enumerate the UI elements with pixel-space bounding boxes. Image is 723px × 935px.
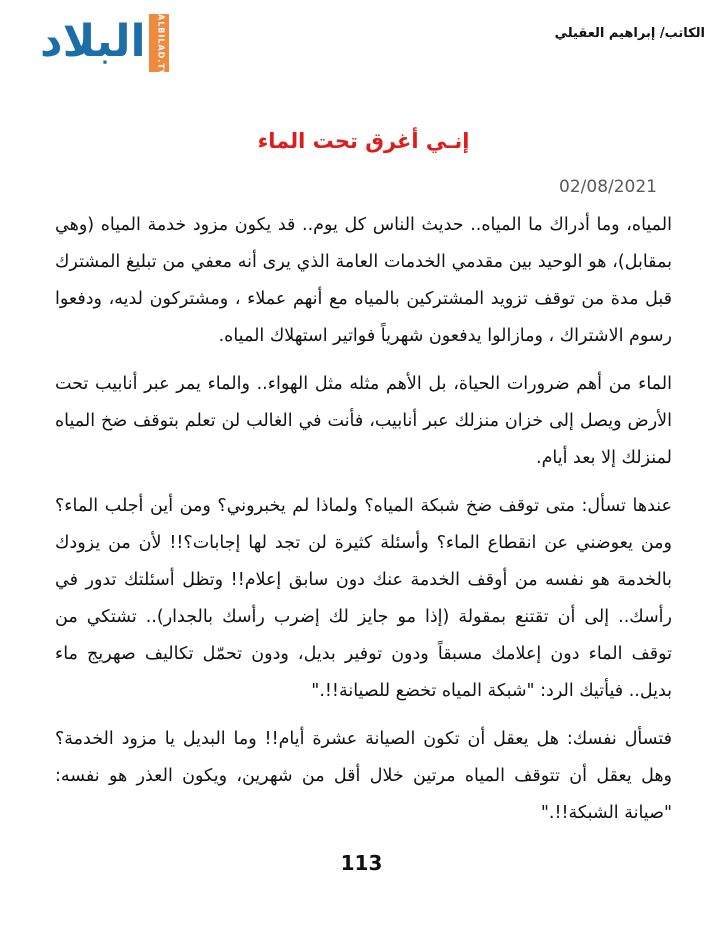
logo-vertical-latin-text: ALBILAD.TV (149, 14, 169, 72)
albilad-logo (40, 12, 169, 77)
author-byline: الكاتب/ إبراهيم العقيلي (554, 26, 705, 41)
page-number: 113 (340, 851, 383, 875)
paragraph-4: فتسأل نفسك: هل يعقل أن تكون الصيانة عشرة أيام!! وما البديل يا مزود الخدمة؟ وهل يعقل أن تتوقف المياه مرتين خلال أقل من شهرين، ويكون العذر هو نفسه: "صيانة الشبكة!!." (55, 729, 672, 823)
logo-arabic-wordmark: البلاد (40, 16, 146, 67)
page-footer (0, 851, 723, 875)
article-date: 02/08/2021 (559, 177, 657, 197)
paragraph-2: الماء من أهم ضرورات الحياة، بل الأهم مثله مثل الهواء.. والماء يمر عبر أنابيب تحت الأرض ويصل إلى خزان منزلك عبر أنابيب، فأنت في الغالب لن تعلم بتوقف ضخ المياه لمنزلك إلا بعد أيام. (55, 374, 672, 468)
paragraph-1: المياه، وما أدراك ما المياه.. حديث الناس كل يوم.. قد يكون مزود خدمة المياه (وهي بمقابل)، هو الوحيد بين مقدمي الخدمات العامة الذي يرى أنه معفي من تبليغ المشترك قبل مدة من توقف تزويد المشتركين بالمياه مع أنهم عملاء ، ومشتركون لديه، ودفعوا رسوم الاشتراك ، ومازالوا يدفعون شهرياً فواتير استهلاك المياه. (55, 215, 672, 346)
article-paragraphs (55, 207, 672, 832)
paragraph-3: عندها تسأل: متى توقف ضخ شبكة المياه؟ ولماذا لم يخبروني؟ ومن أين أجلب الماء؟ ومن يعوضني عن انقطاع الماء؟ وأسئلة كثيرة لن تجد لها إجابات؟!! لأن من يزودك بالخدمة هو نفسه من أوقف الخدمة عنك دون سابق إعلام!! وتظل أسئلتك تدور في رأسك.. إلى أن تقتنع بمقولة (إذا مو جايز لك إضرب رأسك بالجدار).. تشتكي من توقف الماء دون إعلامك مسبقاً ودون توفير بديل، ودون تحمّل تكاليف صهريج ماء بديل.. فيأتيك الرد: "شبكة المياه تخضع للصيانة!!." (55, 496, 672, 701)
article-title: إنـي أغرق تحت الماء (257, 129, 470, 153)
